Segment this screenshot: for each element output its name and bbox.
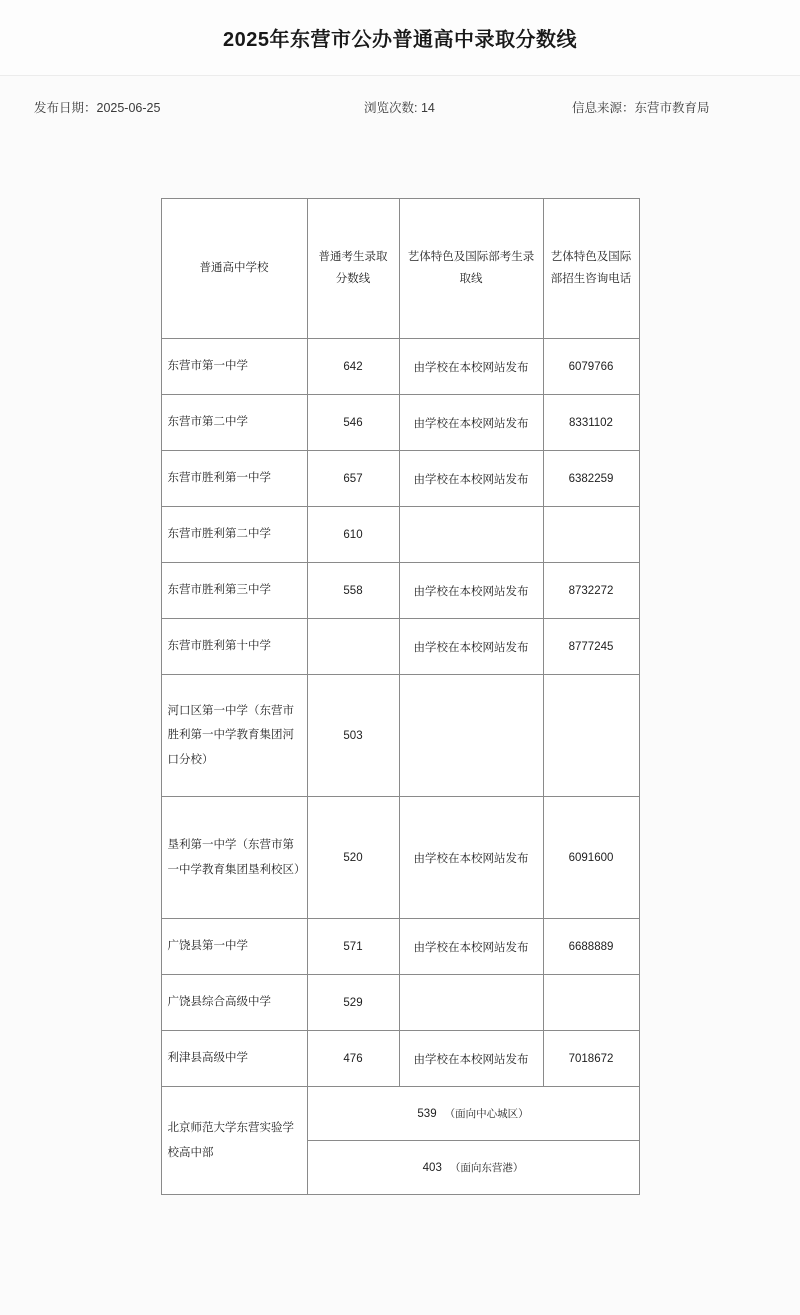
cell-phone: [543, 975, 639, 1031]
cell-score: 657: [307, 451, 399, 507]
cell-score: 546: [307, 395, 399, 451]
table-container: [0, 138, 800, 1195]
page-title: 2025年东营市公办普通高中录取分数线: [223, 29, 577, 51]
cell-school-name: 利津县高级中学: [161, 1031, 307, 1087]
cell-score: [307, 619, 399, 675]
table-header-row: [161, 199, 639, 339]
table-row: [161, 339, 639, 395]
cell-art-score: [399, 975, 543, 1031]
cell-phone: 8732272: [543, 563, 639, 619]
cell-art-score: [399, 507, 543, 563]
table-row: [161, 507, 639, 563]
cell-score: 610: [307, 507, 399, 563]
info-source: 信息来源：东营市教育局: [572, 101, 710, 115]
split-score-label: （面向东营港）: [449, 1162, 524, 1174]
cell-phone: 6688889: [543, 919, 639, 975]
cell-school-name: 东营市胜利第二中学: [161, 507, 307, 563]
cell-school-name: 北京师范大学东营实验学校高中部: [161, 1087, 307, 1195]
cell-school-name: 东营市胜利第一中学: [161, 451, 307, 507]
table-row: [161, 1087, 639, 1141]
cell-split-score-line: [307, 1141, 639, 1195]
cell-split-score-line: [307, 1087, 639, 1141]
cell-art-score: 由学校在本校网站发布: [399, 563, 543, 619]
cell-phone: [543, 507, 639, 563]
admission-score-table: [161, 198, 640, 1195]
view-count: 浏览次数: 14: [364, 101, 435, 115]
table-row: [161, 563, 639, 619]
cell-art-score: 由学校在本校网站发布: [399, 919, 543, 975]
cell-phone: 6079766: [543, 339, 639, 395]
title-bar: [0, 0, 800, 76]
table-row: [161, 1031, 639, 1087]
cell-score: 529: [307, 975, 399, 1031]
cell-score: 571: [307, 919, 399, 975]
cell-phone: [543, 675, 639, 797]
cell-score: 520: [307, 797, 399, 919]
table-row: [161, 919, 639, 975]
cell-art-score: 由学校在本校网站发布: [399, 339, 543, 395]
cell-phone: 7018672: [543, 1031, 639, 1087]
table-row: [161, 975, 639, 1031]
cell-school-name: 东营市胜利第三中学: [161, 563, 307, 619]
publish-date: 发布日期：2025-06-25: [34, 101, 161, 115]
column-header-score: 普通考生录取分数线: [307, 199, 399, 339]
cell-score: 476: [307, 1031, 399, 1087]
cell-phone: 6382259: [543, 451, 639, 507]
cell-phone: 8777245: [543, 619, 639, 675]
split-score-value: 539: [417, 1108, 437, 1120]
split-score-label: （面向中心城区）: [444, 1108, 529, 1120]
column-header-school: 普通高中学校: [161, 199, 307, 339]
table-row: [161, 395, 639, 451]
cell-school-name: 河口区第一中学（东营市胜利第一中学教育集团河口分校）: [161, 675, 307, 797]
table-row: [161, 797, 639, 919]
cell-art-score: 由学校在本校网站发布: [399, 1031, 543, 1087]
cell-phone: 6091600: [543, 797, 639, 919]
cell-art-score: [399, 675, 543, 797]
split-score-value: 403: [422, 1162, 442, 1174]
cell-art-score: 由学校在本校网站发布: [399, 619, 543, 675]
cell-school-name: 东营市胜利第十中学: [161, 619, 307, 675]
cell-art-score: 由学校在本校网站发布: [399, 451, 543, 507]
cell-art-score: 由学校在本校网站发布: [399, 395, 543, 451]
cell-school-name: 广饶县综合高级中学: [161, 975, 307, 1031]
cell-art-score: 由学校在本校网站发布: [399, 797, 543, 919]
cell-school-name: 东营市第一中学: [161, 339, 307, 395]
cell-score: 558: [307, 563, 399, 619]
cell-school-name: 广饶县第一中学: [161, 919, 307, 975]
cell-school-name: 东营市第二中学: [161, 395, 307, 451]
cell-school-name: 垦利第一中学（东营市第一中学教育集团垦利校区）: [161, 797, 307, 919]
cell-phone: 8331102: [543, 395, 639, 451]
table-row: [161, 619, 639, 675]
meta-bar: [0, 76, 800, 138]
table-row: [161, 451, 639, 507]
table-body: [161, 339, 639, 1195]
cell-score: 503: [307, 675, 399, 797]
column-header-phone: 艺体特色及国际部招生咨询电话: [543, 199, 639, 339]
cell-score: 642: [307, 339, 399, 395]
table-row: [161, 675, 639, 797]
column-header-art-score: 艺体特色及国际部考生录取线: [399, 199, 543, 339]
